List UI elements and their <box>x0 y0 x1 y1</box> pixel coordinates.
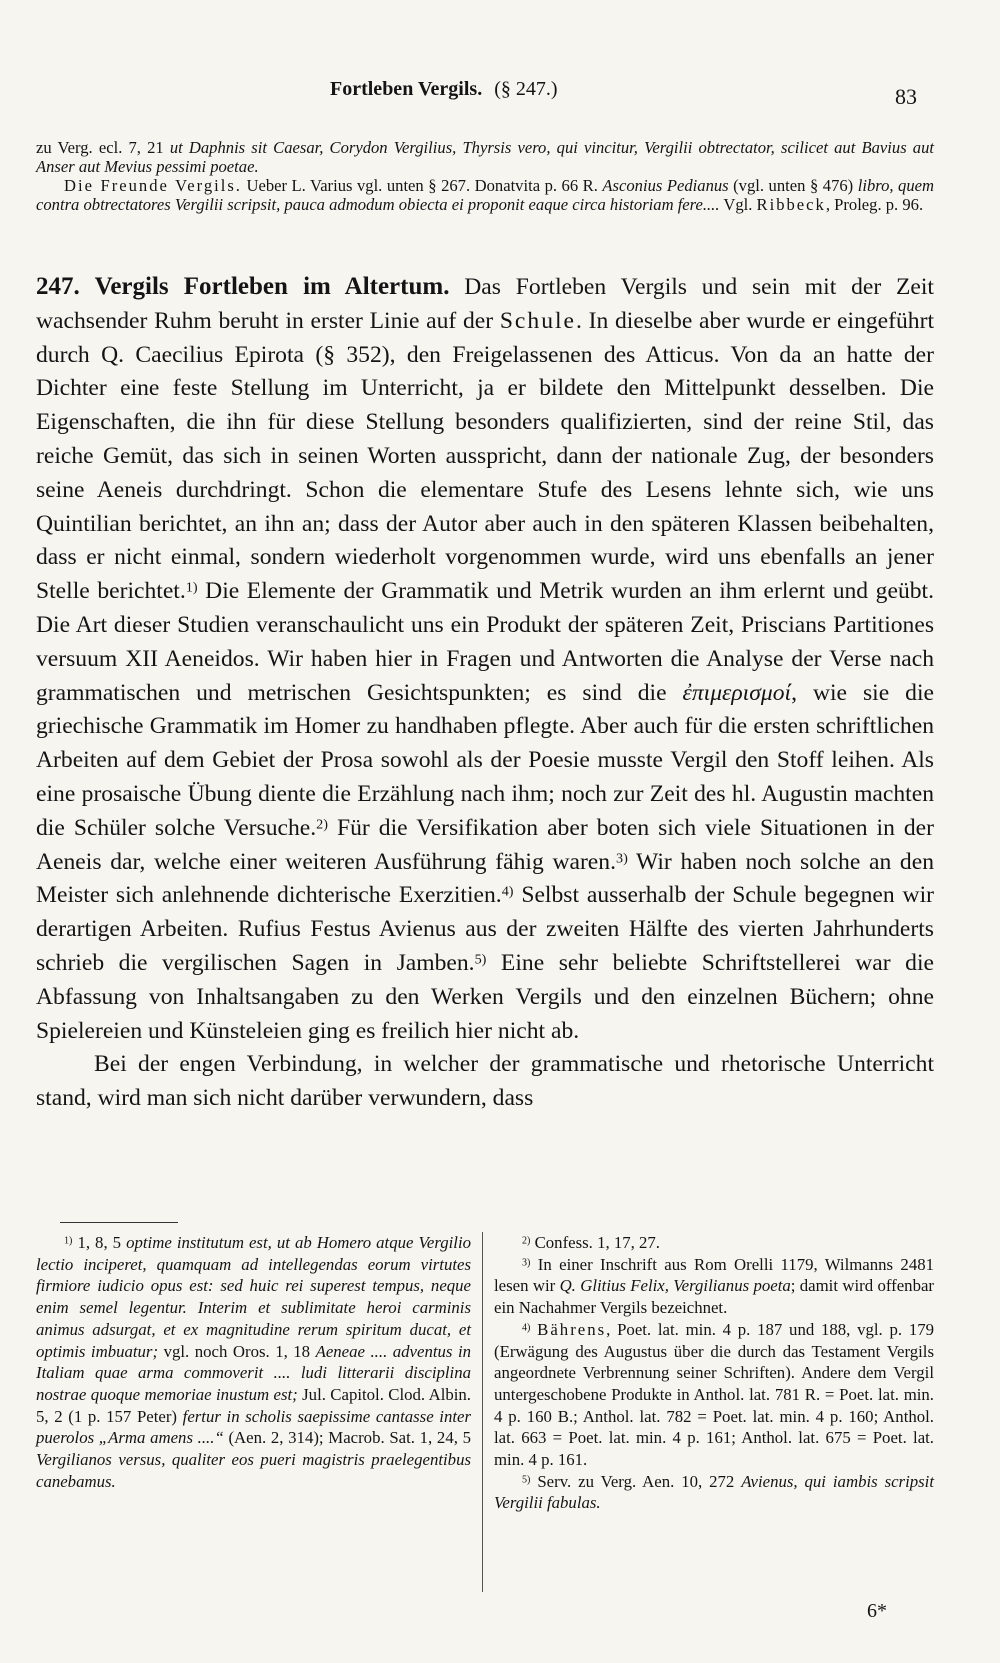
body-text: . In dieselbe aber wurde er eingeführt durch Q. Caecilius Epirota (§ 352), den Freigelassenen des Atticus. Von da an hatte der Dichter eine feste Stellung im Unterricht, ja er bildete den Mittelpunkt desselben. Die Eigenschaften, die ihn für diese Stellung besonders qualifizierten, sind der reine Stil, das reiche Gemüt, das sich in seinen Worten ausspricht, dann der nationale Zug, der besonders seine Aeneis durchdringt. Schon die elementare Stufe des Lesens lehnte sich, wie uns Quintilian berichtet, an ihn an; dass der Autor aber auch in den späteren Klassen beibehalten, dass er nicht einmal, sondern wiederholt vorgenommen wurde, wird uns ebenfalls an jener Stelle berichtet. <box>36 307 935 605</box>
body-text: Eine sehr beliebte Schriftstellerei war die Abfassung von Inhaltsangaben zu den Werken Vergils und den einzelnen Büchern; ohne Spielereien und Künsteleien ging es freilich hier nicht ab. <box>36 949 934 1044</box>
footnotes-right-column <box>494 1232 934 1514</box>
signature-mark: 6* <box>867 1600 887 1622</box>
footnote-1 <box>36 1232 471 1492</box>
friends-heading: Die Freunde Vergils. <box>64 176 242 195</box>
footnote-quote: optime institutum est, ut ab Homero atque Vergilio lectio inciperet, quamquam ad intellegendas eorum virtutes firmiore iudicio opus est: sed huic rei superest tempus, neque enim semel legentur. Interim et sublimitate heroi carminis animus adsurgat, et ex magnitudine rerum spiritum ducat, et optimis imbuatur; <box>36 1233 471 1361</box>
running-head <box>330 78 558 101</box>
footnote-mark: 2) <box>522 1235 531 1247</box>
footnote-quote: Aeneae .... adventus in Italiam quae arma commoverit .... ludi litterarii disciplina nostrae quoque memoriae inustum est; <box>36 1341 471 1404</box>
footnote-ref: 5) <box>474 951 487 968</box>
footnote-mark: 3) <box>522 1257 531 1269</box>
friends-paragraph <box>36 176 934 214</box>
footnote-text: (Aen. 2, 314); Macrob. Sat. 1, 24, 5 <box>223 1428 471 1448</box>
friends-text: Ueber L. Varius vgl. unten § 267. Donatvita p. 66 R. <box>241 176 603 195</box>
column-divider <box>482 1232 483 1592</box>
intro-text: zu Verg. ecl. 7, 21 <box>36 138 170 157</box>
footnote-ref: 4) <box>501 883 514 900</box>
footnote-mark: 5) <box>522 1474 531 1486</box>
body-text: Selbst ausserhalb der Schule begegnen wir derartigen Arbeiten. Rufius Festus Avienus aus der zweiten Hälfte des vierten Jahrhunderts schrieb die vergilischen Sagen in Jamben. <box>36 882 934 976</box>
footnote-3 <box>494 1254 934 1319</box>
second-paragraph: Bei der engen Verbindung, in welcher der grammatische und rhetorische Unterricht stand, wird man sich nicht darüber verwundern, dass <box>36 1051 934 1112</box>
section-number: 247. <box>36 273 80 300</box>
footnote-quote: Avienus, qui iambis scripsit Vergilii fabulas. <box>494 1471 934 1513</box>
footnote-quote: Vergilianos versus, qualiter eos pueri magistris praelegentibus canebamus. <box>36 1450 471 1491</box>
section-title: Vergils Fortleben im Altertum. <box>94 273 450 300</box>
body-text: Für die Versifikation aber boten sich viele Situationen in der Aeneis dar, welche einer weiteren Ausführung fähig waren. <box>36 814 935 875</box>
body-text: Wir haben noch solche an den Meister sich anlehnende dichterische Exerzitien. <box>36 848 934 909</box>
ribbeck-name: Ribbeck <box>756 195 826 214</box>
footnote-text: , Poet. lat. min. 4 p. 187 und 188, vgl. p. 179 (Erwägung des Augustus über die durch das Testament Vergils angeordnete Verbrennung seiner Schriften). Andere dem Vergil untergeschobene Produkte in Anthol. lat. 781 R. = Poet. lat. min. 4 p. 160 B.; Anthol. lat. 782 = Poet. lat. min. 4 p. 160; Anthol. lat. 663 = Poet. lat. min. 4 p. 161; Anthol. lat. 675 = Poet. lat. min. 4 p. 161. <box>494 1319 934 1470</box>
footnote-ref: 1) <box>185 579 198 596</box>
section-reference: (§ 247.) <box>494 78 558 100</box>
running-title: Fortleben Vergils. <box>330 78 483 100</box>
footnote-text: vgl. noch Oros. 1, 18 <box>158 1341 316 1361</box>
footnote-text: Serv. zu Verg. Aen. 10, 272 <box>530 1471 742 1491</box>
greek-term: ἐπιμερισμοί <box>682 679 792 706</box>
friends-text: (vgl. unten § 476) <box>728 176 858 195</box>
page-number: 83 <box>895 84 917 109</box>
footnote-mark: 4) <box>522 1322 531 1334</box>
footnote-text: Confess. 1, 17, 27. <box>530 1233 660 1252</box>
footnote-rule <box>60 1222 178 1223</box>
author-name: Bährens <box>537 1319 607 1339</box>
emphasized-word: Schule <box>499 307 577 334</box>
footnote-text: In einer Inschrift aus Rom Orelli 1179, Wilmanns 2481 lesen wir <box>494 1254 934 1296</box>
footnotes-left-column <box>36 1232 471 1492</box>
footnote-quote: fertur in scholis saepissime cantasse inter puerolos „Arma amens ....“ <box>36 1406 471 1448</box>
footnote-text: ; damit wird offenbar ein Nachahmer Vergils bezeichnet. <box>494 1276 934 1318</box>
body-text: Die Elemente der Grammatik und Metrik wurden an ihm erlernt und geübt. Die Art dieser Studien veranschaulicht uns ein Produkt der späteren Zeit, Priscians Partitiones versuum XII Aeneidos. Wir haben hier in Fragen und Antworten die Analyse der Verse nach grammatischen und metrischen Gesichtspunkten; es sind die <box>36 578 935 706</box>
footnote-quote: Q. Glitius Felix, Vergilianus poeta <box>559 1276 791 1296</box>
friends-text: , Proleg. p. 96. <box>825 195 924 214</box>
footnote-5 <box>494 1471 934 1514</box>
body-text: Das Fortleben Vergils und sein mit der Zeit wachsender Ruhm beruht in erster Linie auf der <box>36 274 934 334</box>
section-paragraph <box>36 270 934 1048</box>
asconius-name: Asconius Pedianus <box>602 176 729 195</box>
friends-text: Vgl. <box>719 195 757 214</box>
footnote-ref: 3) <box>615 850 628 867</box>
body-text: , wie sie die griechische Grammatik im Homer zu handhaben pflegte. Aber auch für die ersten schriftlichen Arbeiten auf dem Gebiet der Prosa sowohl als der Poesie musste Vergil den Stoff leihen. Als eine prosaische Übung diente die Erzählung nach ihm; noch zur Zeit des hl. Augustin machten die Schüler solche Versuche. <box>36 679 934 841</box>
footnote-2 <box>494 1232 934 1254</box>
footnote-mark: 1) <box>64 1235 73 1247</box>
footnote-ref: 2) <box>316 816 328 833</box>
footnote-text: 1, 8, 5 <box>72 1233 127 1252</box>
intro-notes <box>36 138 934 214</box>
footnote-4 <box>494 1319 934 1471</box>
asconius-quote: libro, quem contra obtrectatores Vergilii scripsit, pauca admodum obiecta ei proponit eaque circa historiam fere.... <box>36 176 934 214</box>
footnote-text: Jul. Capitol. Clod. Albin. 5, 2 (1 p. 157 Peter) <box>36 1384 471 1426</box>
intro-quote: ut Daphnis sit Caesar, Corydon Vergilius, Thyrsis vero, qui vincitur, Vergilii obtrectator, scilicet aut Bavius aut Anser aut Mevius pessimi poetae. <box>36 138 935 176</box>
intro-paragraph <box>36 138 934 176</box>
section-body <box>36 270 934 1116</box>
